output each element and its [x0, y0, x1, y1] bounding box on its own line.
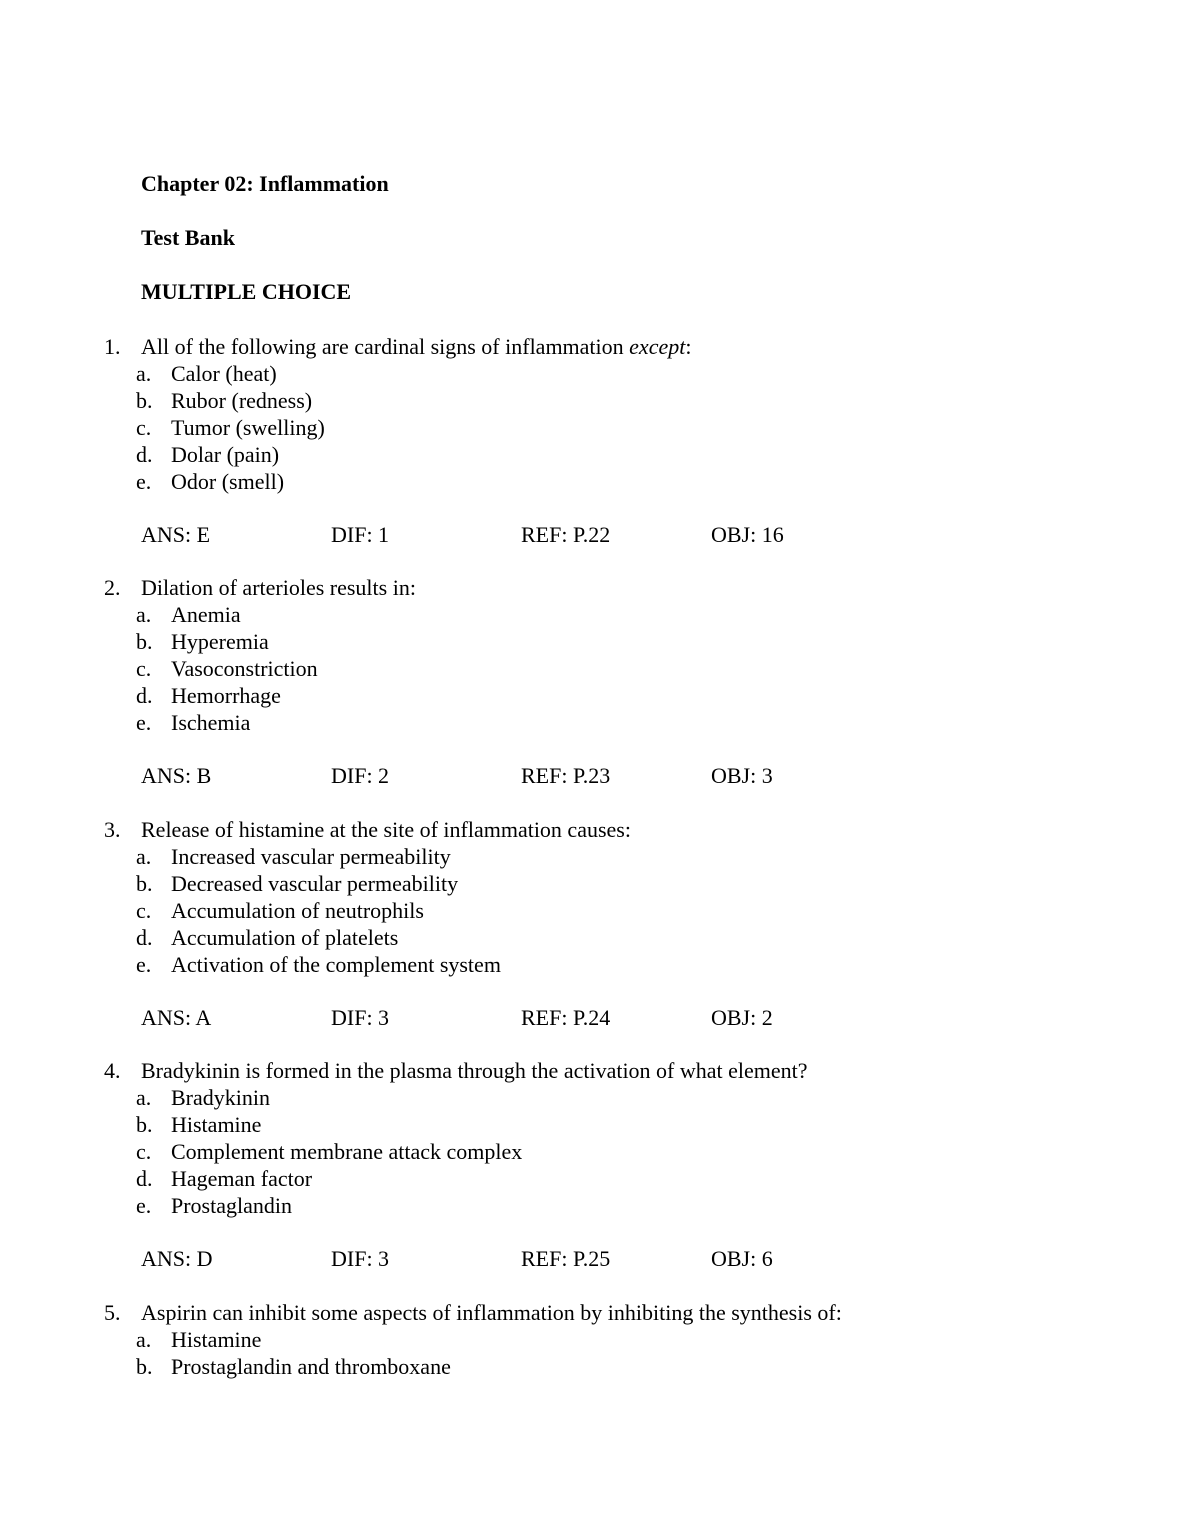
question-text: Aspirin can inhibit some aspects of inflammation by inhibiting the synthesis of:	[141, 1300, 842, 1325]
answer-meta	[0, 762, 1190, 789]
question-1	[0, 333, 1190, 548]
answer: ANS: D	[141, 1246, 213, 1271]
question-5	[0, 1299, 1190, 1380]
question-stem	[0, 816, 1190, 843]
option-c: c. Vasoconstriction	[136, 656, 318, 681]
question-stem	[0, 1299, 1190, 1326]
option-b: b. Histamine	[136, 1112, 262, 1137]
question-number: 2.	[104, 575, 121, 600]
answer: ANS: B	[141, 763, 212, 788]
option-a: a. Histamine	[136, 1327, 262, 1352]
emphasis: except	[629, 334, 686, 359]
option-c: c. Tumor (swelling)	[136, 415, 325, 440]
difficulty: DIF: 3	[331, 1005, 390, 1030]
option-d: d. Hageman factor	[136, 1166, 313, 1191]
chapter-title: Chapter 02: Inflammation	[141, 171, 389, 196]
answer-meta	[0, 1004, 1190, 1031]
option-b: b. Decreased vascular permeability	[136, 871, 459, 896]
option-e: e. Activation of the complement system	[136, 952, 501, 977]
question-text: All of the following are cardinal signs of inflammation except:	[141, 334, 692, 359]
question-text: Release of histamine at the site of inflammation causes:	[141, 817, 631, 842]
option-e: e. Prostaglandin	[136, 1193, 292, 1218]
objective: OBJ: 6	[711, 1246, 773, 1271]
option-a: a. Anemia	[136, 602, 241, 627]
answer-meta	[0, 1245, 1190, 1272]
reference: REF: P.22	[521, 522, 611, 547]
answer: ANS: E	[141, 522, 211, 547]
reference: REF: P.24	[521, 1005, 611, 1030]
option-e: e. Ischemia	[136, 710, 251, 735]
option-c: c. Accumulation of neutrophils	[136, 898, 424, 923]
question-number: 1.	[104, 334, 121, 359]
answer-meta	[0, 521, 1190, 548]
reference: REF: P.23	[521, 763, 611, 788]
option-a: a. Bradykinin	[136, 1085, 270, 1110]
option-d: d. Hemorrhage	[136, 683, 281, 708]
question-number: 5.	[104, 1300, 121, 1325]
option-e: e. Odor (smell)	[136, 469, 285, 494]
option-d: d. Dolar (pain)	[136, 442, 280, 467]
question-3	[0, 816, 1190, 1031]
difficulty: DIF: 3	[331, 1246, 390, 1271]
question-4	[0, 1057, 1190, 1272]
option-b: b. Prostaglandin and thromboxane	[136, 1354, 451, 1379]
subtitle: Test Bank	[141, 225, 235, 250]
answer: ANS: A	[141, 1005, 212, 1030]
question-stem	[0, 1057, 1190, 1084]
option-b: b. Rubor (redness)	[136, 388, 313, 413]
question-number: 3.	[104, 817, 121, 842]
objective: OBJ: 16	[711, 522, 784, 547]
option-d: d. Accumulation of platelets	[136, 925, 399, 950]
question-text: Dilation of arterioles results in:	[141, 575, 416, 600]
option-b: b. Hyperemia	[136, 629, 269, 654]
option-c: c. Complement membrane attack complex	[136, 1139, 523, 1164]
question-2	[0, 574, 1190, 789]
option-a: a. Calor (heat)	[136, 361, 277, 386]
question-stem	[0, 333, 1190, 360]
section-title: MULTIPLE CHOICE	[141, 279, 352, 304]
difficulty: DIF: 1	[331, 522, 390, 547]
option-a: a. Increased vascular permeability	[136, 844, 451, 869]
reference: REF: P.25	[521, 1246, 611, 1271]
question-number: 4.	[104, 1058, 121, 1083]
difficulty: DIF: 2	[331, 763, 390, 788]
objective: OBJ: 3	[711, 763, 773, 788]
question-stem	[0, 574, 1190, 601]
question-text: Bradykinin is formed in the plasma through the activation of what element?	[141, 1058, 808, 1083]
objective: OBJ: 2	[711, 1005, 773, 1030]
